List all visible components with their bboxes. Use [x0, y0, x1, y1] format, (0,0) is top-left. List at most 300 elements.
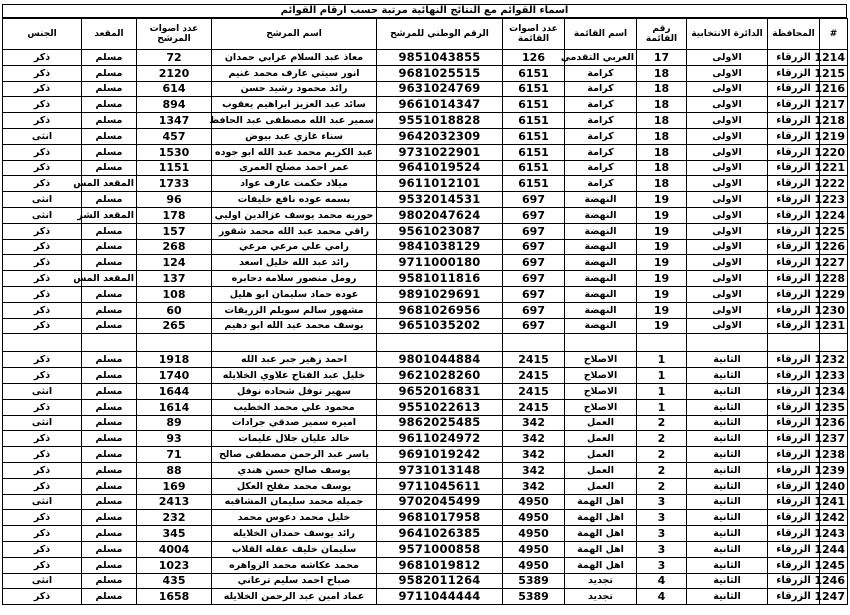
cell-candidate-name: عبد الكريم محمد عبد الله ابو جوده	[212, 144, 377, 160]
cell-district: الثانية	[687, 526, 768, 542]
cell-gender: ذكر	[3, 97, 82, 113]
cell-district: الاولى	[687, 192, 768, 208]
table-row	[3, 192, 848, 208]
cell-candidate-votes: 60	[137, 302, 212, 318]
cell-list-number: 2	[637, 478, 687, 494]
cell-national-id: 9841038129	[377, 239, 503, 255]
cell-list-name: اهل الهمة	[565, 494, 637, 510]
cell-gender: انثى	[3, 192, 82, 208]
cell-gender: انثى	[3, 128, 82, 144]
page-title: اسماء القوائم مع النتائج النهائية مرتبة حسب ارقام القوائم	[2, 4, 847, 18]
cell-governorate: الزرقاء	[768, 239, 820, 255]
cell-district: الاولى	[687, 286, 768, 302]
cell-index: 1224	[820, 207, 848, 223]
cell-list-name: العمل	[565, 415, 637, 431]
table-row	[3, 160, 848, 176]
separator-body	[3, 334, 848, 352]
table-row	[3, 50, 848, 66]
cell-seat: مسلم	[82, 494, 137, 510]
cell-candidate-name: عوده حماد سليمان ابو هليل	[212, 286, 377, 302]
cell-seat: مسلم	[82, 383, 137, 399]
cell-list-name: تجديد	[565, 589, 637, 605]
cell-national-id: 9711000180	[377, 255, 503, 271]
cell-list-number: 2	[637, 431, 687, 447]
cell-list-number: 4	[637, 573, 687, 589]
cell-candidate-votes: 124	[137, 255, 212, 271]
cell-index: 1214	[820, 50, 848, 66]
cell-candidate-votes: 108	[137, 286, 212, 302]
cell-gender: ذكر	[3, 271, 82, 287]
cell-seat: مسلم	[82, 462, 137, 478]
cell-governorate: الزرقاء	[768, 286, 820, 302]
cell-index: 1245	[820, 557, 848, 573]
cell-list-number: 19	[637, 286, 687, 302]
cell-list-number: 3	[637, 541, 687, 557]
cell-list-number: 18	[637, 113, 687, 129]
cell-list-number: 18	[637, 176, 687, 192]
cell-national-id: 9731013148	[377, 462, 503, 478]
cell-district: الاولى	[687, 239, 768, 255]
cell-national-id: 9561023087	[377, 223, 503, 239]
cell-seat: المقعد المس	[82, 271, 137, 287]
cell-list-votes: 4950	[503, 494, 565, 510]
cell-seat: مسلم	[82, 589, 137, 605]
cell-governorate: الزرقاء	[768, 447, 820, 463]
cell-national-id: 9551018828	[377, 113, 503, 129]
cell-national-id: 9651035202	[377, 318, 503, 334]
cell-candidate-votes: 1644	[137, 383, 212, 399]
table-row	[3, 399, 848, 415]
cell-district: الثانية	[687, 447, 768, 463]
cell-district: الثانية	[687, 415, 768, 431]
cell-candidate-name: رائد محمود رشيد حسن	[212, 81, 377, 97]
cell-national-id: 9582011264	[377, 573, 503, 589]
cell-list-name: تجديد	[565, 573, 637, 589]
cell-list-name: كرامة	[565, 97, 637, 113]
cell-candidate-votes: 169	[137, 478, 212, 494]
cell-index: 1243	[820, 526, 848, 542]
cell-list-name: النهضة	[565, 286, 637, 302]
cell-list-votes: 697	[503, 223, 565, 239]
cell-list-number: 19	[637, 271, 687, 287]
cell-district: الاولى	[687, 318, 768, 334]
cell-candidate-name: يوسف صالح حسن هندي	[212, 462, 377, 478]
cell-candidate-votes: 178	[137, 207, 212, 223]
header-list-votes: عدد اصوات القائمة	[503, 19, 565, 50]
cell-seat: مسلم	[82, 352, 137, 368]
cell-district: الثانية	[687, 431, 768, 447]
cell-district: الاولى	[687, 50, 768, 66]
cell-candidate-name: رائد يوسف حمدان الخلايله	[212, 526, 377, 542]
cell-national-id: 9681019812	[377, 557, 503, 573]
separator-cell	[82, 334, 137, 352]
cell-national-id: 9681026956	[377, 302, 503, 318]
cell-index: 1232	[820, 352, 848, 368]
cell-list-votes: 6151	[503, 81, 565, 97]
cell-governorate: الزرقاء	[768, 368, 820, 384]
cell-seat: مسلم	[82, 128, 137, 144]
cell-index: 1218	[820, 113, 848, 129]
cell-governorate: الزرقاء	[768, 192, 820, 208]
cell-list-number: 1	[637, 383, 687, 399]
cell-gender: ذكر	[3, 541, 82, 557]
cell-list-name: اهل الهمة	[565, 510, 637, 526]
cell-candidate-name: رومل منصور سلامه دحابره	[212, 271, 377, 287]
table-row	[3, 447, 848, 463]
cell-candidate-name: راقي محمد عبد الله محمد شقور	[212, 223, 377, 239]
cell-national-id: 9661014347	[377, 97, 503, 113]
cell-candidate-name: سائد عبد العزيز ابراهيم يعقوب	[212, 97, 377, 113]
cell-candidate-name: محمد عكاشه محمد الزواهره	[212, 557, 377, 573]
cell-national-id: 9571000858	[377, 541, 503, 557]
cell-list-number: 19	[637, 302, 687, 318]
cell-candidate-votes: 1733	[137, 176, 212, 192]
cell-governorate: الزرقاء	[768, 160, 820, 176]
cell-governorate: الزرقاء	[768, 97, 820, 113]
cell-list-name: كرامة	[565, 176, 637, 192]
cell-district: الاولى	[687, 223, 768, 239]
cell-governorate: الزرقاء	[768, 526, 820, 542]
cell-seat: مسلم	[82, 541, 137, 557]
cell-list-votes: 6151	[503, 176, 565, 192]
cell-seat: مسلم	[82, 415, 137, 431]
cell-index: 1227	[820, 255, 848, 271]
cell-candidate-name: رامي علي مرعي مرعي	[212, 239, 377, 255]
cell-governorate: الزرقاء	[768, 573, 820, 589]
cell-candidate-name: جميله محمد سليمان المشاقبه	[212, 494, 377, 510]
cell-governorate: الزرقاء	[768, 65, 820, 81]
cell-governorate: الزرقاء	[768, 557, 820, 573]
cell-list-number: 1	[637, 368, 687, 384]
cell-governorate: الزرقاء	[768, 113, 820, 129]
table-row	[3, 589, 848, 605]
table-row	[3, 176, 848, 192]
cell-national-id: 9641026385	[377, 526, 503, 542]
cell-gender: ذكر	[3, 462, 82, 478]
cell-list-name: العربي التقدمي	[565, 50, 637, 66]
cell-list-votes: 697	[503, 207, 565, 223]
cell-gender: انثى	[3, 207, 82, 223]
cell-gender: ذكر	[3, 478, 82, 494]
cell-national-id: 9862025485	[377, 415, 503, 431]
cell-gender: ذكر	[3, 50, 82, 66]
cell-governorate: الزرقاء	[768, 431, 820, 447]
cell-seat: مسلم	[82, 447, 137, 463]
cell-seat: المقعد الشر	[82, 207, 137, 223]
cell-governorate: الزرقاء	[768, 223, 820, 239]
cell-seat: مسلم	[82, 113, 137, 129]
cell-candidate-votes: 1530	[137, 144, 212, 160]
header-seat: المقعد	[82, 19, 137, 50]
table-row	[3, 318, 848, 334]
cell-district: الاولى	[687, 113, 768, 129]
table-row	[3, 113, 848, 129]
cell-candidate-votes: 614	[137, 81, 212, 97]
cell-index: 1236	[820, 415, 848, 431]
separator-cell	[3, 334, 82, 352]
cell-district: الاولى	[687, 81, 768, 97]
cell-district: الاولى	[687, 255, 768, 271]
table-row	[3, 352, 848, 368]
cell-list-number: 18	[637, 144, 687, 160]
cell-candidate-votes: 345	[137, 526, 212, 542]
cell-seat: مسلم	[82, 160, 137, 176]
cell-gender: ذكر	[3, 589, 82, 605]
cell-national-id: 9802047624	[377, 207, 503, 223]
table-row	[3, 368, 848, 384]
cell-candidate-name: خالد عليان جلال عليمات	[212, 431, 377, 447]
cell-candidate-votes: 2120	[137, 65, 212, 81]
cell-district: الثانية	[687, 589, 768, 605]
cell-candidate-name: خليل محمد دعوس محمد	[212, 510, 377, 526]
cell-index: 1239	[820, 462, 848, 478]
cell-list-votes: 6151	[503, 97, 565, 113]
cell-national-id: 9532014531	[377, 192, 503, 208]
table-row	[3, 478, 848, 494]
cell-index: 1217	[820, 97, 848, 113]
cell-gender: ذكر	[3, 510, 82, 526]
cell-list-votes: 5389	[503, 573, 565, 589]
cell-candidate-name: مشهور سالم سويلم الزريقات	[212, 302, 377, 318]
cell-list-votes: 5389	[503, 589, 565, 605]
cell-seat: مسلم	[82, 239, 137, 255]
table-row	[3, 302, 848, 318]
cell-list-votes: 342	[503, 447, 565, 463]
cell-list-votes: 697	[503, 255, 565, 271]
cell-list-name: النهضة	[565, 239, 637, 255]
cell-candidate-name: بسمه عوده نافع خليفات	[212, 192, 377, 208]
cell-gender: ذكر	[3, 176, 82, 192]
cell-list-votes: 697	[503, 302, 565, 318]
cell-seat: مسلم	[82, 478, 137, 494]
cell-district: الثانية	[687, 573, 768, 589]
cell-candidate-name: سناء غازي عبد بيوض	[212, 128, 377, 144]
table-row	[3, 144, 848, 160]
table-row	[3, 271, 848, 287]
cell-list-name: النهضة	[565, 255, 637, 271]
cell-gender: ذكر	[3, 239, 82, 255]
cell-list-number: 2	[637, 462, 687, 478]
cell-list-votes: 697	[503, 271, 565, 287]
cell-seat: مسلم	[82, 50, 137, 66]
cell-list-name: الاصلاح	[565, 383, 637, 399]
cell-candidate-votes: 457	[137, 128, 212, 144]
cell-list-votes: 697	[503, 239, 565, 255]
cell-candidate-votes: 1658	[137, 589, 212, 605]
cell-list-name: الاصلاح	[565, 399, 637, 415]
cell-list-number: 17	[637, 50, 687, 66]
cell-gender: ذكر	[3, 526, 82, 542]
cell-list-name: اهل الهمة	[565, 541, 637, 557]
cell-index: 1222	[820, 176, 848, 192]
cell-governorate: الزرقاء	[768, 478, 820, 494]
cell-candidate-name: سليمان خليف عقله القلاب	[212, 541, 377, 557]
cell-list-number: 19	[637, 207, 687, 223]
cell-list-name: النهضة	[565, 271, 637, 287]
cell-gender: ذكر	[3, 223, 82, 239]
cell-district: الثانية	[687, 368, 768, 384]
cell-list-name: كرامة	[565, 128, 637, 144]
table-row	[3, 462, 848, 478]
cell-gender: ذكر	[3, 431, 82, 447]
cell-gender: انثى	[3, 415, 82, 431]
cell-candidate-votes: 1614	[137, 399, 212, 415]
cell-list-number: 19	[637, 223, 687, 239]
cell-list-votes: 2415	[503, 383, 565, 399]
cell-gender: ذكر	[3, 255, 82, 271]
cell-list-votes: 6151	[503, 128, 565, 144]
header-gender: الجنس	[3, 19, 82, 50]
cell-list-number: 18	[637, 97, 687, 113]
cell-national-id: 9631024769	[377, 81, 503, 97]
cell-candidate-votes: 72	[137, 50, 212, 66]
cell-list-number: 18	[637, 160, 687, 176]
cell-governorate: الزرقاء	[768, 510, 820, 526]
cell-list-name: كرامة	[565, 113, 637, 129]
cell-seat: مسلم	[82, 65, 137, 81]
separator-cell	[377, 334, 503, 352]
cell-list-votes: 342	[503, 415, 565, 431]
cell-national-id: 9731022901	[377, 144, 503, 160]
cell-index: 1215	[820, 65, 848, 81]
cell-governorate: الزرقاء	[768, 399, 820, 415]
cell-list-votes: 342	[503, 462, 565, 478]
cell-candidate-votes: 268	[137, 239, 212, 255]
separator-cell	[503, 334, 565, 352]
cell-list-name: العمل	[565, 462, 637, 478]
cell-district: الاولى	[687, 160, 768, 176]
cell-seat: مسلم	[82, 192, 137, 208]
cell-list-name: الاصلاح	[565, 368, 637, 384]
cell-governorate: الزرقاء	[768, 494, 820, 510]
cell-list-votes: 6151	[503, 144, 565, 160]
cell-list-name: كرامة	[565, 81, 637, 97]
cell-governorate: الزرقاء	[768, 352, 820, 368]
cell-seat: مسلم	[82, 431, 137, 447]
table-row	[3, 286, 848, 302]
cell-list-votes: 342	[503, 431, 565, 447]
cell-list-name: النهضة	[565, 223, 637, 239]
cell-gender: ذكر	[3, 302, 82, 318]
cell-candidate-votes: 89	[137, 415, 212, 431]
table-row	[3, 97, 848, 113]
cell-list-name: كرامة	[565, 65, 637, 81]
results-table	[2, 18, 848, 605]
cell-gender: انثى	[3, 494, 82, 510]
cell-list-number: 3	[637, 557, 687, 573]
cell-list-name: النهضة	[565, 192, 637, 208]
cell-index: 1229	[820, 286, 848, 302]
cell-candidate-name: حوريه محمد يوسف عزالدين اوليي	[212, 207, 377, 223]
cell-national-id: 9611024972	[377, 431, 503, 447]
cell-candidate-name: سهير نوفل شحاده نوفل	[212, 383, 377, 399]
cell-index: 1241	[820, 494, 848, 510]
cell-seat: مسلم	[82, 223, 137, 239]
cell-candidate-votes: 894	[137, 97, 212, 113]
cell-national-id: 9581011816	[377, 271, 503, 287]
cell-list-votes: 697	[503, 286, 565, 302]
cell-list-number: 18	[637, 81, 687, 97]
cell-candidate-name: معاذ عبد السلام عرابي حمدان	[212, 50, 377, 66]
cell-list-votes: 6151	[503, 113, 565, 129]
cell-district: الثانية	[687, 478, 768, 494]
cell-district: الاولى	[687, 97, 768, 113]
header-cand-votes: عدد اصوات المرشح	[137, 19, 212, 50]
cell-national-id: 9891029691	[377, 286, 503, 302]
cell-candidate-name: اميره سمير صدقي جرادات	[212, 415, 377, 431]
cell-seat: مسلم	[82, 573, 137, 589]
cell-candidate-votes: 4004	[137, 541, 212, 557]
table-row	[3, 573, 848, 589]
cell-index: 1244	[820, 541, 848, 557]
cell-national-id: 9702045499	[377, 494, 503, 510]
table-row	[3, 207, 848, 223]
cell-national-id: 9801044884	[377, 352, 503, 368]
table-row	[3, 526, 848, 542]
cell-list-number: 2	[637, 447, 687, 463]
cell-list-number: 1	[637, 352, 687, 368]
cell-national-id: 9652016831	[377, 383, 503, 399]
cell-district: الاولى	[687, 65, 768, 81]
cell-candidate-votes: 157	[137, 223, 212, 239]
header-cand-name: اسم المرشح	[212, 19, 377, 50]
cell-list-number: 3	[637, 510, 687, 526]
cell-candidate-name: ياسر عبد الرحمن مصطفى صالح	[212, 447, 377, 463]
cell-index: 1237	[820, 431, 848, 447]
cell-gender: ذكر	[3, 81, 82, 97]
table-row	[3, 557, 848, 573]
cell-governorate: الزرقاء	[768, 383, 820, 399]
cell-list-votes: 697	[503, 318, 565, 334]
separator-cell	[212, 334, 377, 352]
results-sheet	[2, 4, 847, 612]
cell-candidate-name: احمد زهير جبر عبد الله	[212, 352, 377, 368]
table-row	[3, 541, 848, 557]
cell-district: الاولى	[687, 302, 768, 318]
cell-list-number: 19	[637, 239, 687, 255]
cell-candidate-name: ميلاد حكمت عارف عواد	[212, 176, 377, 192]
cell-governorate: الزرقاء	[768, 271, 820, 287]
cell-governorate: الزرقاء	[768, 589, 820, 605]
cell-index: 1221	[820, 160, 848, 176]
cell-seat: مسلم	[82, 302, 137, 318]
cell-candidate-name: يوسف محمد مفلح العكل	[212, 478, 377, 494]
cell-district: الاولى	[687, 128, 768, 144]
cell-candidate-votes: 1347	[137, 113, 212, 129]
cell-list-votes: 2415	[503, 368, 565, 384]
cell-list-name: كرامة	[565, 160, 637, 176]
cell-district: الاولى	[687, 207, 768, 223]
cell-national-id: 9551022613	[377, 399, 503, 415]
cell-index: 1225	[820, 223, 848, 239]
cell-gender: ذكر	[3, 352, 82, 368]
cell-index: 1242	[820, 510, 848, 526]
cell-candidate-votes: 1023	[137, 557, 212, 573]
table-row	[3, 239, 848, 255]
cell-candidate-name: رائد عبد الله خليل اسعد	[212, 255, 377, 271]
cell-list-name: النهضة	[565, 302, 637, 318]
cell-candidate-votes: 1151	[137, 160, 212, 176]
cell-gender: ذكر	[3, 399, 82, 415]
cell-list-number: 18	[637, 65, 687, 81]
cell-governorate: الزرقاء	[768, 50, 820, 66]
cell-list-number: 4	[637, 589, 687, 605]
cell-seat: مسلم	[82, 255, 137, 271]
cell-candidate-votes: 96	[137, 192, 212, 208]
separator-cell	[820, 334, 848, 352]
cell-national-id: 9851043855	[377, 50, 503, 66]
cell-candidate-name: عماد امين عبد الرحمن الخلايله	[212, 589, 377, 605]
